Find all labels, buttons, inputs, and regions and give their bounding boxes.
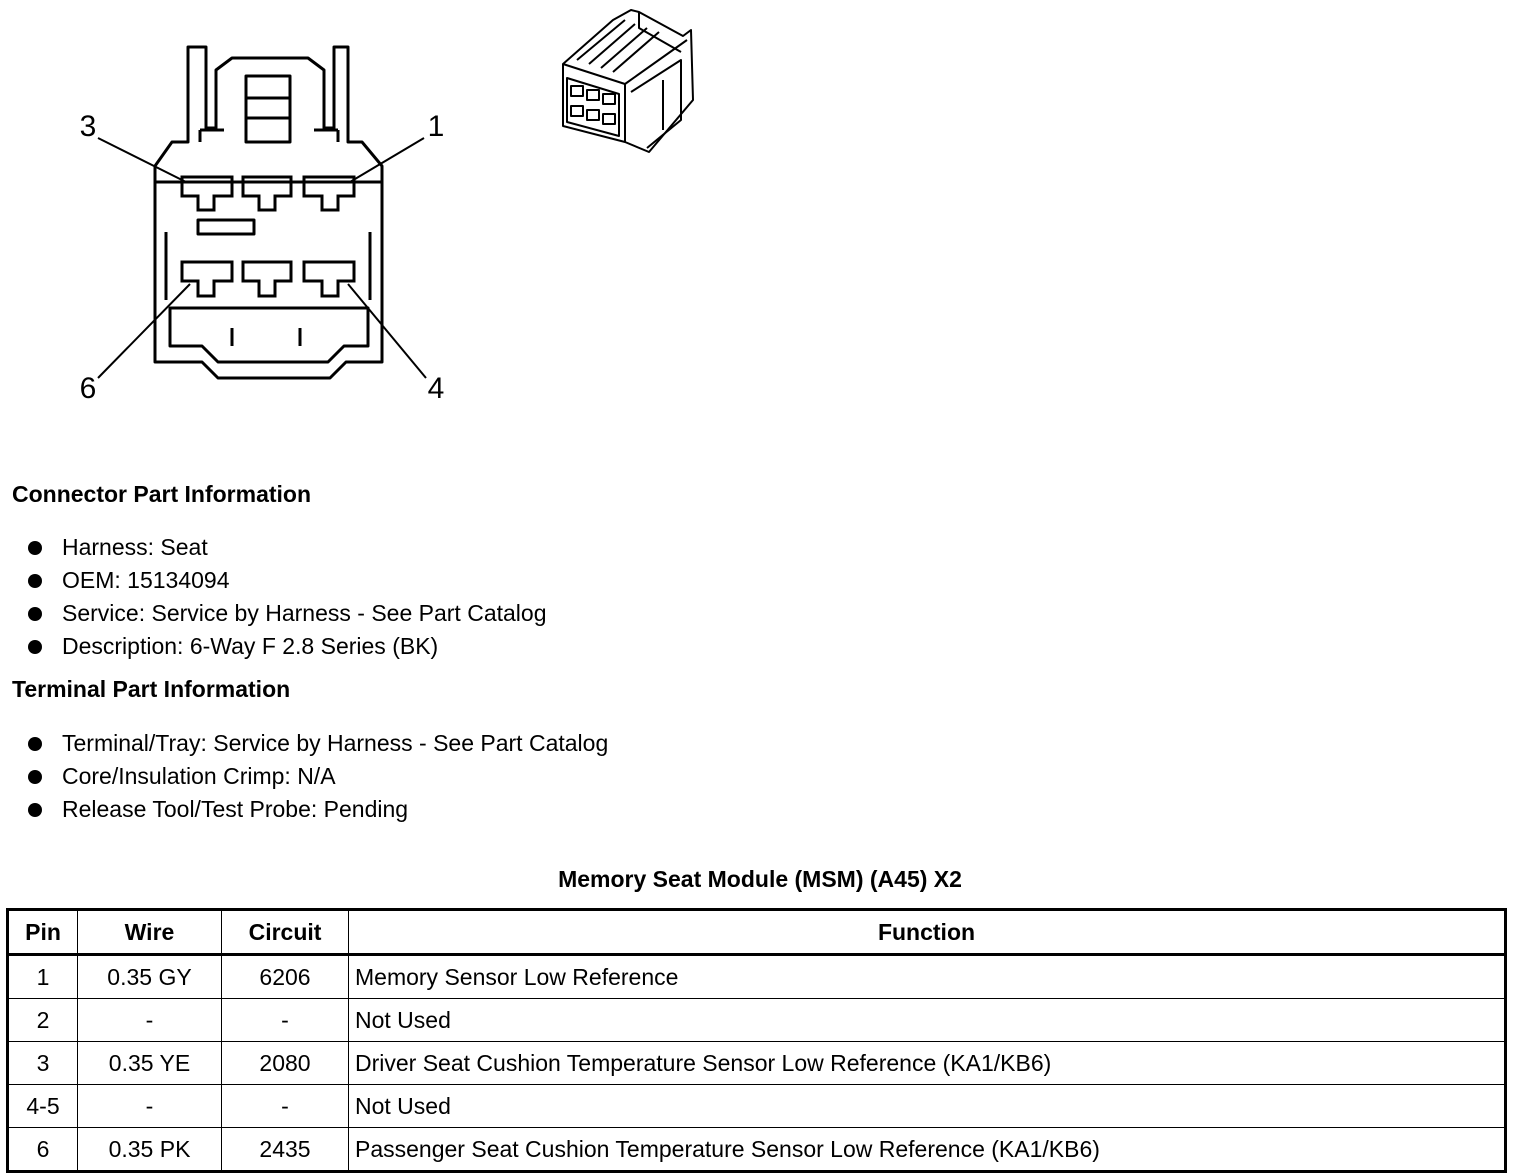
function-cell: Not Used	[349, 1085, 1506, 1128]
circuit-cell: 6206	[222, 955, 349, 999]
column-header-circuit: Circuit	[222, 910, 349, 955]
circuit-cell: 2435	[222, 1128, 349, 1172]
connector-part-info-heading: Connector Part Information	[12, 481, 312, 507]
pin-cell: 1	[8, 955, 78, 999]
circuit-cell: -	[222, 999, 349, 1042]
connector-isometric-illustration	[555, 0, 705, 160]
list-item: Description: 6-Way F 2.8 Series (BK)	[28, 630, 546, 663]
pin-label-6: 6	[79, 372, 97, 405]
circuit-cell: 2080	[222, 1042, 349, 1085]
connector-part-info-list	[28, 531, 546, 663]
bullet-icon	[28, 607, 42, 621]
function-cell: Not Used	[349, 999, 1506, 1042]
pinout-table	[6, 908, 1507, 1173]
function-cell: Driver Seat Cushion Temperature Sensor Low Reference (KA1/KB6)	[349, 1042, 1506, 1085]
wire-cell: -	[78, 1085, 222, 1128]
list-item: Terminal/Tray: Service by Harness - See Part Catalog	[28, 727, 608, 760]
terminal-part-info-heading: Terminal Part Information	[12, 676, 291, 702]
table-row	[8, 955, 1506, 999]
bullet-icon	[28, 770, 42, 784]
wire-cell: 0.35 YE	[78, 1042, 222, 1085]
bullet-icon	[28, 803, 42, 817]
list-item: Release Tool/Test Probe: Pending	[28, 793, 608, 826]
pin-label-1: 1	[427, 110, 445, 143]
wire-cell: -	[78, 999, 222, 1042]
table-row	[8, 1085, 1506, 1128]
table-row	[8, 999, 1506, 1042]
table-title: Memory Seat Module (MSM) (A45) X2	[558, 866, 962, 892]
wire-cell: 0.35 PK	[78, 1128, 222, 1172]
terminal-part-info-list	[28, 727, 608, 826]
pin-label-4: 4	[427, 372, 445, 405]
bullet-icon	[28, 541, 42, 555]
function-cell: Passenger Seat Cushion Temperature Sensor Low Reference (KA1/KB6)	[349, 1128, 1506, 1172]
pin-cell: 3	[8, 1042, 78, 1085]
pin-cell: 4-5	[8, 1085, 78, 1128]
list-item: Harness: Seat	[28, 531, 546, 564]
column-header-function: Function	[349, 910, 1506, 955]
pin-cell: 6	[8, 1128, 78, 1172]
column-header-pin: Pin	[8, 910, 78, 955]
list-item: Service: Service by Harness - See Part Catalog	[28, 597, 546, 630]
pin-cell: 2	[8, 999, 78, 1042]
connector-face-diagram	[0, 0, 480, 420]
table-row	[8, 1042, 1506, 1085]
circuit-cell: -	[222, 1085, 349, 1128]
bullet-icon	[28, 640, 42, 654]
table-row	[8, 1128, 1506, 1172]
list-item: Core/Insulation Crimp: N/A	[28, 760, 608, 793]
function-cell: Memory Sensor Low Reference	[349, 955, 1506, 999]
bullet-icon	[28, 574, 42, 588]
wire-cell: 0.35 GY	[78, 955, 222, 999]
bullet-icon	[28, 737, 42, 751]
table-header-row	[8, 910, 1506, 955]
column-header-wire: Wire	[78, 910, 222, 955]
pin-label-3: 3	[79, 110, 97, 143]
list-item: OEM: 15134094	[28, 564, 546, 597]
